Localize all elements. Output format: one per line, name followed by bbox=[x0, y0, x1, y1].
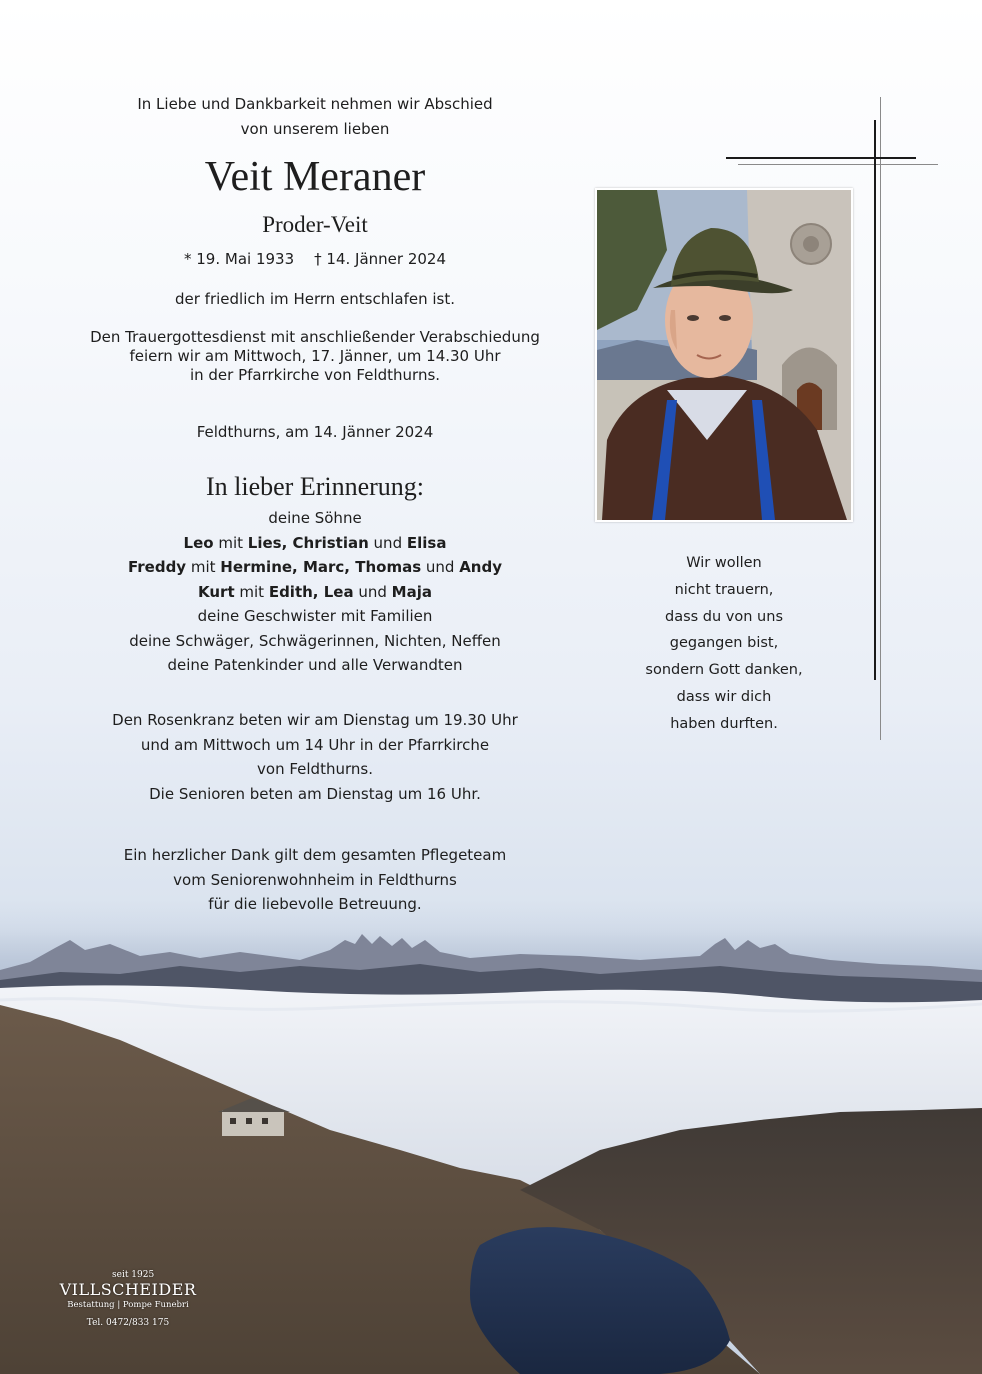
service-line: feiern wir am Mittwoch, 17. Jänner, um 14.30 Uhr bbox=[129, 347, 501, 365]
cross-thin-vertical-line bbox=[880, 97, 881, 740]
intro-line: von unserem lieben bbox=[240, 119, 390, 138]
poem-line: haben durften. bbox=[670, 715, 778, 732]
cross-vertical-bar bbox=[874, 120, 876, 680]
service-line: in der Pfarrkirche von Feldthurns. bbox=[189, 366, 441, 384]
service-line: Den Trauergottesdienst mit anschließender Verabschiedung bbox=[90, 328, 540, 346]
logo-subtitle: Bestattung | Pompe Funebri bbox=[67, 1300, 189, 1310]
rosary-line: Den Rosenkranz beten wir am Dienstag um 19.30 Uhr bbox=[112, 711, 518, 729]
passed-text bbox=[60, 287, 570, 312]
mourners-list bbox=[60, 506, 570, 678]
birth-date: * 19. Mai 1933 bbox=[184, 250, 295, 268]
place-date-text bbox=[60, 420, 570, 445]
poem-line: dass wir dich bbox=[676, 688, 772, 705]
mourners-line: deine Schwäger, Schwägerinnen, Nichten, Neffen bbox=[129, 631, 501, 650]
cross-horizontal-bar bbox=[726, 157, 916, 159]
cross-thin-horizontal-line bbox=[738, 164, 938, 165]
passed-line: der friedlich im Herrn entschlafen ist. bbox=[174, 290, 455, 308]
funeral-home-logo bbox=[58, 1270, 198, 1330]
portrait-photo bbox=[595, 188, 853, 522]
family-line: Kurt mit Edith, Lea und Maja bbox=[198, 582, 432, 601]
rosary-text bbox=[60, 708, 570, 806]
logo-phone: Tel. 0472/833 175 bbox=[86, 1318, 170, 1328]
life-dates bbox=[60, 247, 570, 272]
deceased-nickname: Proder-Veit bbox=[262, 212, 368, 237]
mourners-line: deine Geschwister mit Familien bbox=[197, 607, 433, 625]
mourners-line: deine Patenkinder und alle Verwandten bbox=[167, 656, 463, 674]
memorial-poem bbox=[624, 550, 824, 738]
poem-line: gegangen bist, bbox=[669, 635, 779, 652]
portrait-image bbox=[597, 190, 851, 520]
rosary-line: von Feldthurns. bbox=[257, 760, 373, 778]
logo-brand: VILLSCHEIDER bbox=[59, 1280, 197, 1299]
funeral-service-text bbox=[60, 328, 570, 385]
mourners-line: deine Söhne bbox=[268, 509, 362, 527]
thanks-line: für die liebevolle Betreuung. bbox=[208, 895, 422, 913]
poem-line: nicht trauern, bbox=[674, 581, 774, 598]
thanks-line: Ein herzlicher Dank gilt dem gesamten Pflegeteam bbox=[123, 846, 507, 864]
family-line: Freddy mit Hermine, Marc, Thomas und Andy bbox=[127, 558, 503, 576]
intro-text bbox=[60, 92, 570, 141]
poem-line: Wir wollen bbox=[686, 555, 762, 571]
thanks-text bbox=[60, 843, 570, 917]
family-line: Leo mit Lies, Christian und Elisa bbox=[183, 533, 447, 552]
poem-line: sondern Gott danken, bbox=[645, 662, 803, 679]
deceased-name: Veit Meraner bbox=[204, 154, 426, 200]
place-date-line: Feldthurns, am 14. Jänner 2024 bbox=[196, 423, 434, 441]
death-date: † 14. Jänner 2024 bbox=[314, 250, 446, 268]
logo-since: seit 1925 bbox=[112, 1270, 155, 1280]
rosary-line: Die Senioren beten am Dienstag um 16 Uhr. bbox=[149, 784, 481, 803]
thanks-line: vom Seniorenwohnheim in Feldthurns bbox=[173, 870, 457, 889]
memory-heading: In lieber Erinnerung: bbox=[205, 472, 425, 501]
poem-line: dass du von uns bbox=[665, 608, 783, 625]
intro-line: In Liebe und Dankbarkeit nehmen wir Abschied bbox=[137, 95, 493, 113]
rosary-line: und am Mittwoch um 14 Uhr in der Pfarrkirche bbox=[140, 735, 490, 754]
